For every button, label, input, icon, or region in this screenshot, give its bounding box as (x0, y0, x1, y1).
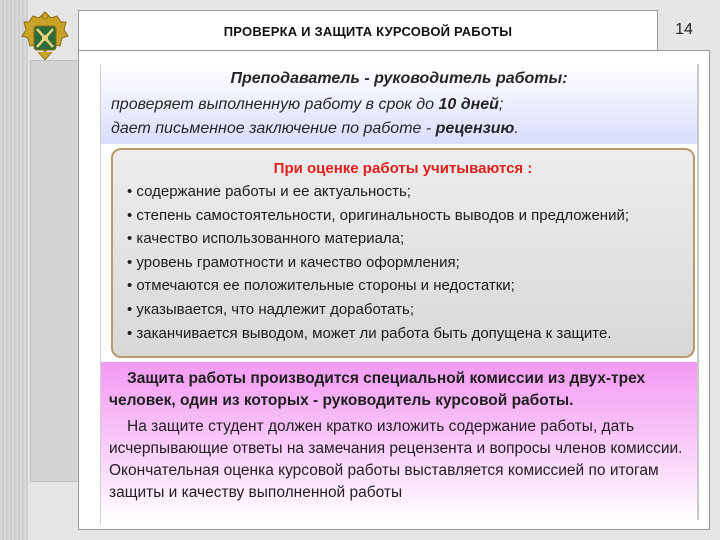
customs-emblem-icon (16, 8, 74, 66)
list-item: • степень самостоятельности, оригинальность выводов и предложений; (127, 204, 629, 228)
criteria-list (127, 180, 629, 345)
list-item: • отмечаются ее положительные стороны и недостатки; (127, 274, 629, 298)
teacher-block (101, 64, 697, 144)
list-item: • качество использованного материала; (127, 227, 629, 251)
teacher-duty-check: проверяет выполненную работу в срок до 10 дней; (111, 96, 504, 113)
page-number: 14 (675, 21, 693, 38)
decorative-left-strip (0, 0, 28, 540)
page-title-text: ПРОВЕРКА И ЗАЩИТА КУРСОВОЙ РАБОТЫ (223, 23, 513, 39)
page-title (78, 10, 658, 52)
decorative-right-edge (697, 64, 699, 520)
teacher-heading: Преподаватель - руководитель работы: (230, 70, 568, 87)
criteria-heading: При оценке работы учитываются : (273, 160, 533, 177)
defense-block (101, 362, 697, 520)
teacher-duty-review: дает письменное заключение по работе - рецензию. (111, 120, 519, 137)
slide-content (100, 64, 697, 524)
defense-paragraph-procedure: На защите студент должен кратко изложить содержание работы, дать исчерпывающие ответы на замечания рецензента и вопросы членов комиссии. Окончательная оценка курсовой работы выставляется комиссией по итогам защиты и качеству выполненной работы (109, 418, 683, 501)
defense-paragraph-commission: Защита работы производится специальной комиссии из двух-трех человек, один из которых - руководитель курсовой работы. (109, 370, 646, 409)
criteria-block (111, 148, 695, 358)
list-item: • уровень грамотности и качество оформления; (127, 251, 629, 275)
list-item: • указывается, что надлежит доработать; (127, 298, 629, 322)
list-item: • содержание работы и ее актуальность; (127, 180, 629, 204)
list-item: • заканчивается выводом, может ли работа быть допущена к защите. (127, 322, 629, 346)
